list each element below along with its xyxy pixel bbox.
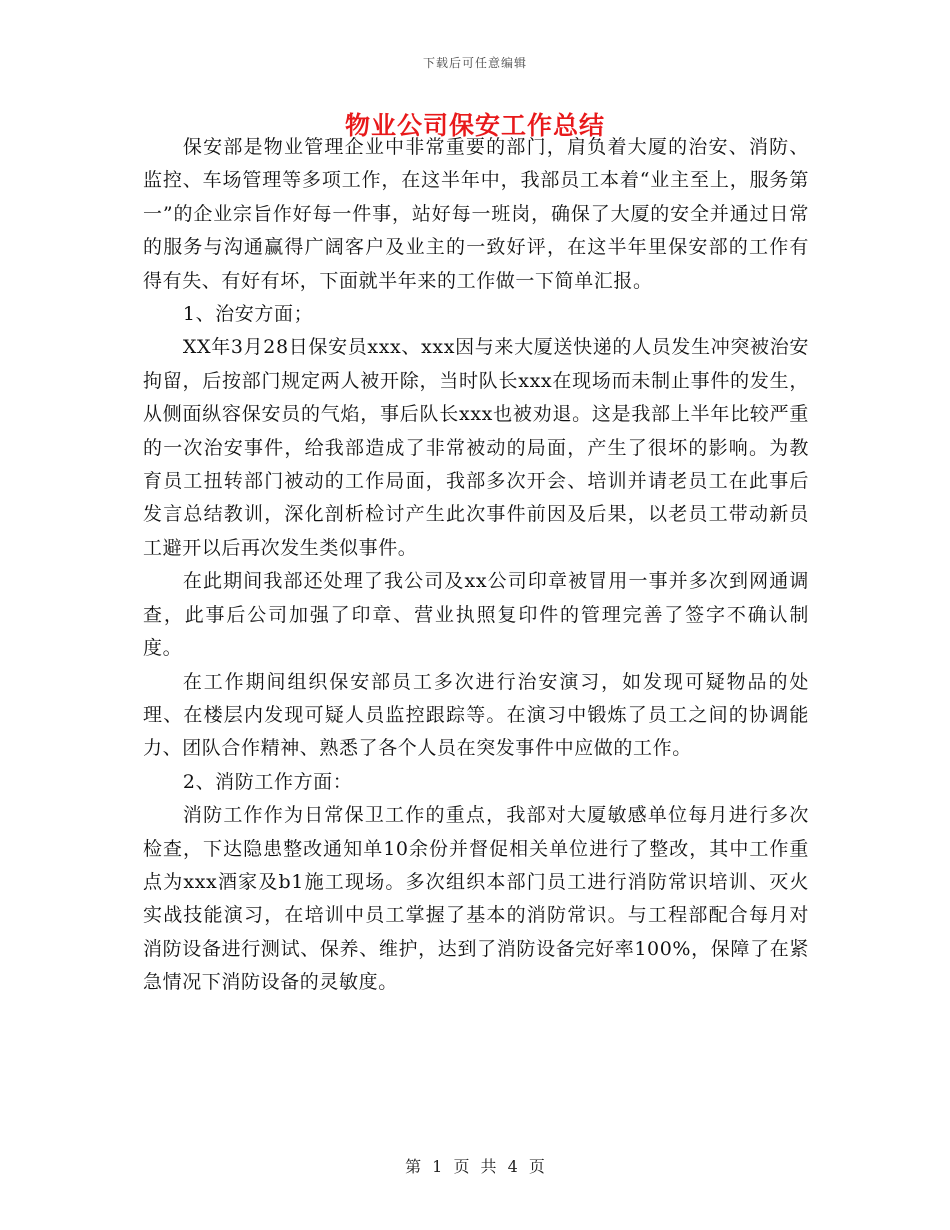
- section-heading-security: 1、治安方面；: [182, 303, 314, 326]
- document-body: [143, 131, 809, 1000]
- page-number-footer: 第 1 页 共 4 页: [405, 1157, 545, 1176]
- paragraph-fire-safety: 消防工作作为日常保卫工作的重点，我部对大厦敏感单位每月进行多次检查，下达隐患整改通知单10余份并督促相关单位进行了整改，其中工作重点为xxx酒家及b1施工现场。多次组织本部门员工进行消防常识培训、灭火实战技能演习，在培训中员工掌握了基本的消防常识。与工程部配合每月对消防设备进行测试、保养、维护，达到了消防设备完好率100%，保障了在紧急情况下消防设备的灵敏度。: [143, 804, 809, 994]
- paragraph-incident: XX年3月28日保安员xxx、xxx因与来大厦送快递的人员发生冲突被治安拘留，后按部门规定两人被开除，当时队长xxx在现场而未制止事件的发生，从侧面纵容保安员的气焰，事后队长xxx也被劝退。这是我部上半年比较严重的一次治安事件，给我部造成了非常被动的局面，产生了很坏的影响。为教育员工扭转部门被动的工作局面，我部多次开会、培训并请老员工在此事后发言总结教训，深化剖析检讨产生此次事件前因及后果，以老员工带动新员工避开以后再次发生类似事件。: [143, 336, 809, 559]
- document-title: 物业公司保安工作总结: [344, 111, 605, 140]
- paragraph-drills: 在工作期间组织保安部员工多次进行治安演习，如发现可疑物品的处理、在楼层内发现可疑人员监控跟踪等。在演习中锻炼了员工之间的协调能力、团队合作精神、熟悉了各个人员在突发事件中应做的工作。: [143, 670, 809, 760]
- section-heading-fire: 2、消防工作方面：: [182, 770, 353, 793]
- paragraph-seal-misuse: 在此期间我部还处理了我公司及xx公司印章被冒用一事并多次到网通调查，此事后公司加强了印章、营业执照复印件的管理完善了签字不确认制度。: [143, 570, 809, 660]
- paragraph-intro: 保安部是物业管理企业中非常重要的部门，肩负着大厦的治安、消防、监控、车场管理等多项工作，在这半年中，我部员工本着“业主至上，服务第一”的企业宗旨作好每一件事，站好每一班岗，确保了大厦的安全并通过日常的服务与沟通赢得广阔客户及业主的一致好评，在这半年里保安部的工作有得有失、有好有坏，下面就半年来的工作做一下简单汇报。: [143, 136, 809, 292]
- page-header-note: 下载后可任意编辑: [422, 56, 527, 70]
